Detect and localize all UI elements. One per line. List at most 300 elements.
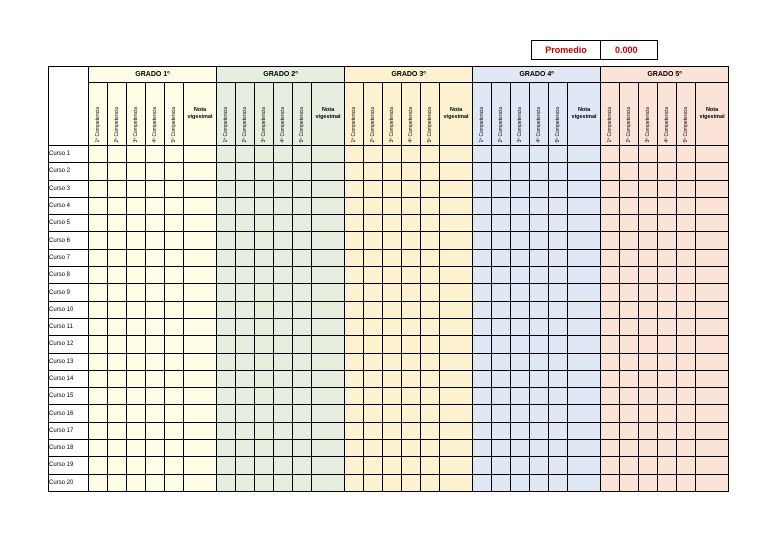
competencia-cell[interactable] — [601, 180, 620, 197]
competencia-cell[interactable] — [127, 405, 146, 422]
competencia-cell[interactable] — [601, 301, 620, 318]
competencia-cell[interactable] — [345, 422, 364, 439]
competencia-cell[interactable] — [236, 249, 255, 266]
competencia-cell[interactable] — [345, 215, 364, 232]
nota-cell[interactable] — [568, 163, 601, 180]
competencia-cell[interactable] — [492, 146, 511, 163]
nota-cell[interactable] — [696, 232, 729, 249]
competencia-cell[interactable] — [127, 301, 146, 318]
competencia-cell[interactable] — [345, 440, 364, 457]
competencia-cell[interactable] — [293, 422, 312, 439]
competencia-cell[interactable] — [677, 336, 696, 353]
competencia-cell[interactable] — [89, 284, 108, 301]
competencia-cell[interactable] — [421, 353, 440, 370]
competencia-cell[interactable] — [345, 232, 364, 249]
nota-cell[interactable] — [568, 474, 601, 491]
competencia-cell[interactable] — [620, 353, 639, 370]
nota-cell[interactable] — [440, 267, 473, 284]
competencia-cell[interactable] — [677, 457, 696, 474]
competencia-cell[interactable] — [383, 457, 402, 474]
competencia-cell[interactable] — [293, 284, 312, 301]
competencia-cell[interactable] — [345, 249, 364, 266]
competencia-cell[interactable] — [421, 336, 440, 353]
competencia-cell[interactable] — [530, 474, 549, 491]
competencia-cell[interactable] — [511, 249, 530, 266]
competencia-cell[interactable] — [217, 163, 236, 180]
competencia-cell[interactable] — [421, 422, 440, 439]
competencia-cell[interactable] — [511, 163, 530, 180]
competencia-cell[interactable] — [677, 267, 696, 284]
competencia-cell[interactable] — [492, 197, 511, 214]
competencia-cell[interactable] — [364, 370, 383, 387]
competencia-cell[interactable] — [677, 180, 696, 197]
competencia-cell[interactable] — [549, 388, 568, 405]
competencia-cell[interactable] — [217, 232, 236, 249]
competencia-cell[interactable] — [274, 440, 293, 457]
competencia-cell[interactable] — [620, 249, 639, 266]
competencia-cell[interactable] — [165, 388, 184, 405]
competencia-cell[interactable] — [530, 318, 549, 335]
competencia-cell[interactable] — [402, 197, 421, 214]
competencia-cell[interactable] — [364, 267, 383, 284]
competencia-cell[interactable] — [402, 163, 421, 180]
nota-cell[interactable] — [184, 301, 217, 318]
competencia-cell[interactable] — [511, 318, 530, 335]
competencia-cell[interactable] — [402, 440, 421, 457]
competencia-cell[interactable] — [293, 197, 312, 214]
nota-cell[interactable] — [696, 163, 729, 180]
competencia-cell[interactable] — [549, 180, 568, 197]
competencia-cell[interactable] — [345, 370, 364, 387]
competencia-cell[interactable] — [345, 457, 364, 474]
competencia-cell[interactable] — [473, 405, 492, 422]
competencia-cell[interactable] — [492, 440, 511, 457]
competencia-cell[interactable] — [530, 232, 549, 249]
competencia-cell[interactable] — [293, 318, 312, 335]
competencia-cell[interactable] — [108, 163, 127, 180]
competencia-cell[interactable] — [345, 405, 364, 422]
competencia-cell[interactable] — [165, 474, 184, 491]
competencia-cell[interactable] — [274, 232, 293, 249]
competencia-cell[interactable] — [274, 197, 293, 214]
competencia-cell[interactable] — [364, 474, 383, 491]
competencia-cell[interactable] — [89, 457, 108, 474]
competencia-cell[interactable] — [402, 267, 421, 284]
competencia-cell[interactable] — [601, 353, 620, 370]
competencia-cell[interactable] — [165, 249, 184, 266]
competencia-cell[interactable] — [549, 232, 568, 249]
competencia-cell[interactable] — [255, 301, 274, 318]
competencia-cell[interactable] — [639, 336, 658, 353]
competencia-cell[interactable] — [165, 215, 184, 232]
nota-cell[interactable] — [312, 318, 345, 335]
competencia-cell[interactable] — [677, 405, 696, 422]
competencia-cell[interactable] — [165, 370, 184, 387]
competencia-cell[interactable] — [421, 267, 440, 284]
competencia-cell[interactable] — [274, 336, 293, 353]
competencia-cell[interactable] — [127, 163, 146, 180]
competencia-cell[interactable] — [217, 301, 236, 318]
competencia-cell[interactable] — [255, 215, 274, 232]
nota-cell[interactable] — [312, 405, 345, 422]
competencia-cell[interactable] — [511, 180, 530, 197]
competencia-cell[interactable] — [165, 318, 184, 335]
competencia-cell[interactable] — [217, 180, 236, 197]
competencia-cell[interactable] — [274, 353, 293, 370]
competencia-cell[interactable] — [108, 388, 127, 405]
nota-cell[interactable] — [440, 197, 473, 214]
competencia-cell[interactable] — [658, 146, 677, 163]
competencia-cell[interactable] — [530, 370, 549, 387]
competencia-cell[interactable] — [658, 197, 677, 214]
competencia-cell[interactable] — [217, 457, 236, 474]
competencia-cell[interactable] — [530, 301, 549, 318]
nota-cell[interactable] — [312, 197, 345, 214]
competencia-cell[interactable] — [274, 457, 293, 474]
competencia-cell[interactable] — [217, 197, 236, 214]
competencia-cell[interactable] — [639, 388, 658, 405]
competencia-cell[interactable] — [293, 215, 312, 232]
nota-cell[interactable] — [440, 336, 473, 353]
nota-cell[interactable] — [184, 163, 217, 180]
competencia-cell[interactable] — [108, 301, 127, 318]
competencia-cell[interactable] — [473, 215, 492, 232]
competencia-cell[interactable] — [601, 388, 620, 405]
competencia-cell[interactable] — [639, 301, 658, 318]
competencia-cell[interactable] — [217, 405, 236, 422]
competencia-cell[interactable] — [549, 370, 568, 387]
nota-cell[interactable] — [696, 301, 729, 318]
competencia-cell[interactable] — [421, 146, 440, 163]
competencia-cell[interactable] — [421, 197, 440, 214]
nota-cell[interactable] — [440, 232, 473, 249]
competencia-cell[interactable] — [165, 336, 184, 353]
competencia-cell[interactable] — [383, 163, 402, 180]
competencia-cell[interactable] — [402, 249, 421, 266]
nota-cell[interactable] — [184, 457, 217, 474]
competencia-cell[interactable] — [146, 267, 165, 284]
nota-cell[interactable] — [440, 163, 473, 180]
competencia-cell[interactable] — [658, 353, 677, 370]
competencia-cell[interactable] — [108, 197, 127, 214]
nota-cell[interactable] — [440, 422, 473, 439]
competencia-cell[interactable] — [383, 284, 402, 301]
competencia-cell[interactable] — [492, 301, 511, 318]
competencia-cell[interactable] — [402, 180, 421, 197]
nota-cell[interactable] — [696, 215, 729, 232]
competencia-cell[interactable] — [677, 440, 696, 457]
nota-cell[interactable] — [440, 301, 473, 318]
competencia-cell[interactable] — [108, 318, 127, 335]
competencia-cell[interactable] — [473, 336, 492, 353]
competencia-cell[interactable] — [601, 146, 620, 163]
competencia-cell[interactable] — [108, 146, 127, 163]
competencia-cell[interactable] — [293, 457, 312, 474]
competencia-cell[interactable] — [658, 267, 677, 284]
competencia-cell[interactable] — [217, 146, 236, 163]
competencia-cell[interactable] — [108, 336, 127, 353]
nota-cell[interactable] — [312, 146, 345, 163]
competencia-cell[interactable] — [364, 405, 383, 422]
competencia-cell[interactable] — [165, 163, 184, 180]
competencia-cell[interactable] — [165, 353, 184, 370]
competencia-cell[interactable] — [217, 422, 236, 439]
competencia-cell[interactable] — [127, 249, 146, 266]
competencia-cell[interactable] — [639, 370, 658, 387]
competencia-cell[interactable] — [255, 180, 274, 197]
competencia-cell[interactable] — [146, 353, 165, 370]
competencia-cell[interactable] — [421, 388, 440, 405]
competencia-cell[interactable] — [639, 457, 658, 474]
nota-cell[interactable] — [568, 422, 601, 439]
competencia-cell[interactable] — [421, 301, 440, 318]
nota-cell[interactable] — [312, 232, 345, 249]
competencia-cell[interactable] — [127, 370, 146, 387]
competencia-cell[interactable] — [473, 197, 492, 214]
nota-cell[interactable] — [440, 215, 473, 232]
competencia-cell[interactable] — [364, 440, 383, 457]
competencia-cell[interactable] — [658, 440, 677, 457]
competencia-cell[interactable] — [511, 146, 530, 163]
competencia-cell[interactable] — [639, 353, 658, 370]
competencia-cell[interactable] — [473, 232, 492, 249]
competencia-cell[interactable] — [601, 422, 620, 439]
competencia-cell[interactable] — [601, 336, 620, 353]
nota-cell[interactable] — [312, 180, 345, 197]
competencia-cell[interactable] — [127, 422, 146, 439]
competencia-cell[interactable] — [236, 197, 255, 214]
competencia-cell[interactable] — [677, 370, 696, 387]
competencia-cell[interactable] — [601, 370, 620, 387]
competencia-cell[interactable] — [383, 388, 402, 405]
competencia-cell[interactable] — [677, 163, 696, 180]
nota-cell[interactable] — [696, 457, 729, 474]
competencia-cell[interactable] — [492, 232, 511, 249]
competencia-cell[interactable] — [421, 180, 440, 197]
nota-cell[interactable] — [696, 284, 729, 301]
nota-cell[interactable] — [312, 336, 345, 353]
nota-cell[interactable] — [312, 422, 345, 439]
nota-cell[interactable] — [568, 318, 601, 335]
competencia-cell[interactable] — [255, 318, 274, 335]
competencia-cell[interactable] — [492, 267, 511, 284]
competencia-cell[interactable] — [492, 422, 511, 439]
nota-cell[interactable] — [696, 180, 729, 197]
competencia-cell[interactable] — [511, 215, 530, 232]
competencia-cell[interactable] — [146, 318, 165, 335]
competencia-cell[interactable] — [658, 422, 677, 439]
competencia-cell[interactable] — [421, 474, 440, 491]
competencia-cell[interactable] — [620, 422, 639, 439]
competencia-cell[interactable] — [364, 388, 383, 405]
competencia-cell[interactable] — [217, 388, 236, 405]
competencia-cell[interactable] — [658, 370, 677, 387]
competencia-cell[interactable] — [89, 353, 108, 370]
competencia-cell[interactable] — [89, 163, 108, 180]
competencia-cell[interactable] — [421, 318, 440, 335]
competencia-cell[interactable] — [620, 284, 639, 301]
nota-cell[interactable] — [568, 180, 601, 197]
competencia-cell[interactable] — [473, 284, 492, 301]
competencia-cell[interactable] — [530, 457, 549, 474]
competencia-cell[interactable] — [658, 388, 677, 405]
competencia-cell[interactable] — [274, 163, 293, 180]
competencia-cell[interactable] — [677, 353, 696, 370]
competencia-cell[interactable] — [364, 318, 383, 335]
competencia-cell[interactable] — [345, 197, 364, 214]
nota-cell[interactable] — [184, 215, 217, 232]
competencia-cell[interactable] — [402, 215, 421, 232]
competencia-cell[interactable] — [364, 232, 383, 249]
competencia-cell[interactable] — [236, 215, 255, 232]
competencia-cell[interactable] — [530, 405, 549, 422]
competencia-cell[interactable] — [658, 405, 677, 422]
competencia-cell[interactable] — [146, 146, 165, 163]
competencia-cell[interactable] — [658, 474, 677, 491]
competencia-cell[interactable] — [165, 422, 184, 439]
nota-cell[interactable] — [184, 440, 217, 457]
competencia-cell[interactable] — [364, 284, 383, 301]
competencia-cell[interactable] — [473, 457, 492, 474]
competencia-cell[interactable] — [639, 318, 658, 335]
nota-cell[interactable] — [568, 267, 601, 284]
nota-cell[interactable] — [696, 197, 729, 214]
competencia-cell[interactable] — [127, 336, 146, 353]
competencia-cell[interactable] — [530, 284, 549, 301]
nota-cell[interactable] — [312, 440, 345, 457]
competencia-cell[interactable] — [492, 163, 511, 180]
competencia-cell[interactable] — [473, 163, 492, 180]
nota-cell[interactable] — [440, 388, 473, 405]
competencia-cell[interactable] — [146, 457, 165, 474]
competencia-cell[interactable] — [492, 336, 511, 353]
competencia-cell[interactable] — [549, 215, 568, 232]
competencia-cell[interactable] — [274, 146, 293, 163]
competencia-cell[interactable] — [293, 163, 312, 180]
competencia-cell[interactable] — [620, 146, 639, 163]
competencia-cell[interactable] — [549, 284, 568, 301]
competencia-cell[interactable] — [255, 370, 274, 387]
competencia-cell[interactable] — [89, 146, 108, 163]
competencia-cell[interactable] — [658, 284, 677, 301]
competencia-cell[interactable] — [530, 336, 549, 353]
competencia-cell[interactable] — [383, 318, 402, 335]
competencia-cell[interactable] — [364, 163, 383, 180]
competencia-cell[interactable] — [146, 284, 165, 301]
competencia-cell[interactable] — [255, 232, 274, 249]
competencia-cell[interactable] — [677, 301, 696, 318]
competencia-cell[interactable] — [146, 163, 165, 180]
competencia-cell[interactable] — [165, 405, 184, 422]
competencia-cell[interactable] — [89, 440, 108, 457]
competencia-cell[interactable] — [658, 180, 677, 197]
competencia-cell[interactable] — [601, 474, 620, 491]
competencia-cell[interactable] — [345, 146, 364, 163]
nota-cell[interactable] — [184, 353, 217, 370]
nota-cell[interactable] — [568, 353, 601, 370]
competencia-cell[interactable] — [293, 353, 312, 370]
competencia-cell[interactable] — [255, 267, 274, 284]
competencia-cell[interactable] — [620, 318, 639, 335]
competencia-cell[interactable] — [89, 405, 108, 422]
competencia-cell[interactable] — [639, 474, 658, 491]
nota-cell[interactable] — [440, 457, 473, 474]
competencia-cell[interactable] — [639, 146, 658, 163]
competencia-cell[interactable] — [549, 249, 568, 266]
competencia-cell[interactable] — [402, 301, 421, 318]
competencia-cell[interactable] — [421, 232, 440, 249]
competencia-cell[interactable] — [402, 146, 421, 163]
competencia-cell[interactable] — [402, 232, 421, 249]
competencia-cell[interactable] — [255, 457, 274, 474]
competencia-cell[interactable] — [511, 336, 530, 353]
competencia-cell[interactable] — [217, 440, 236, 457]
competencia-cell[interactable] — [530, 388, 549, 405]
competencia-cell[interactable] — [473, 474, 492, 491]
competencia-cell[interactable] — [677, 422, 696, 439]
competencia-cell[interactable] — [345, 267, 364, 284]
competencia-cell[interactable] — [345, 301, 364, 318]
competencia-cell[interactable] — [236, 180, 255, 197]
nota-cell[interactable] — [440, 146, 473, 163]
nota-cell[interactable] — [696, 474, 729, 491]
competencia-cell[interactable] — [293, 388, 312, 405]
competencia-cell[interactable] — [473, 180, 492, 197]
competencia-cell[interactable] — [127, 267, 146, 284]
competencia-cell[interactable] — [677, 215, 696, 232]
competencia-cell[interactable] — [364, 249, 383, 266]
competencia-cell[interactable] — [146, 301, 165, 318]
competencia-cell[interactable] — [677, 474, 696, 491]
nota-cell[interactable] — [696, 318, 729, 335]
nota-cell[interactable] — [312, 215, 345, 232]
competencia-cell[interactable] — [473, 146, 492, 163]
competencia-cell[interactable] — [601, 249, 620, 266]
competencia-cell[interactable] — [492, 215, 511, 232]
competencia-cell[interactable] — [511, 422, 530, 439]
competencia-cell[interactable] — [127, 353, 146, 370]
competencia-cell[interactable] — [549, 405, 568, 422]
competencia-cell[interactable] — [108, 284, 127, 301]
competencia-cell[interactable] — [217, 267, 236, 284]
competencia-cell[interactable] — [492, 353, 511, 370]
nota-cell[interactable] — [568, 146, 601, 163]
competencia-cell[interactable] — [108, 457, 127, 474]
competencia-cell[interactable] — [639, 232, 658, 249]
competencia-cell[interactable] — [402, 474, 421, 491]
competencia-cell[interactable] — [217, 353, 236, 370]
competencia-cell[interactable] — [345, 388, 364, 405]
competencia-cell[interactable] — [293, 232, 312, 249]
competencia-cell[interactable] — [549, 422, 568, 439]
nota-cell[interactable] — [184, 370, 217, 387]
competencia-cell[interactable] — [530, 215, 549, 232]
competencia-cell[interactable] — [274, 388, 293, 405]
competencia-cell[interactable] — [345, 474, 364, 491]
nota-cell[interactable] — [696, 422, 729, 439]
competencia-cell[interactable] — [293, 180, 312, 197]
competencia-cell[interactable] — [165, 180, 184, 197]
nota-cell[interactable] — [440, 474, 473, 491]
competencia-cell[interactable] — [364, 457, 383, 474]
competencia-cell[interactable] — [89, 215, 108, 232]
competencia-cell[interactable] — [421, 370, 440, 387]
nota-cell[interactable] — [184, 336, 217, 353]
competencia-cell[interactable] — [255, 474, 274, 491]
nota-cell[interactable] — [568, 249, 601, 266]
competencia-cell[interactable] — [383, 474, 402, 491]
competencia-cell[interactable] — [146, 405, 165, 422]
